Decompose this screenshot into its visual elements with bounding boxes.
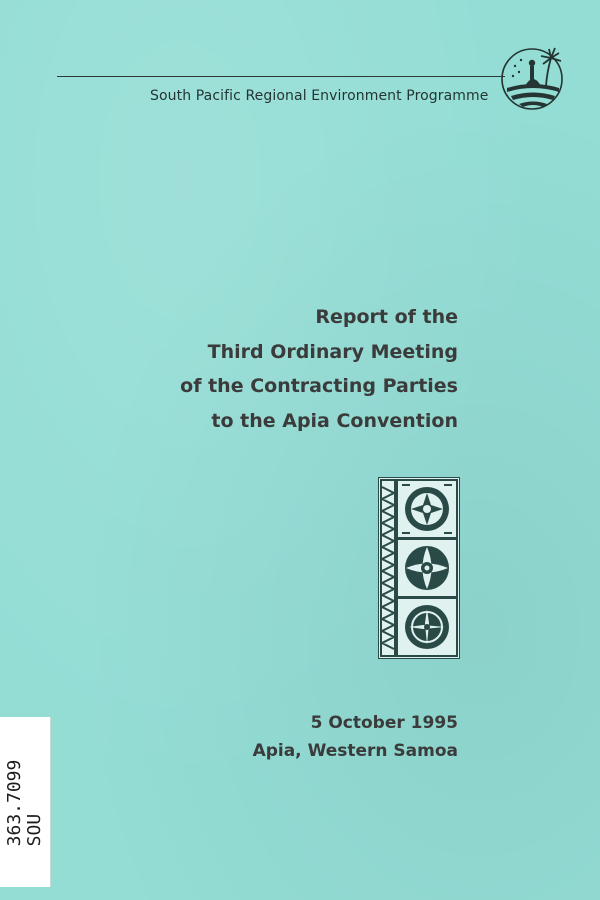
call-number	[5, 760, 45, 847]
organization-name: South Pacific Regional Environment Programme	[150, 88, 489, 104]
meeting-details	[158, 709, 458, 765]
library-call-number-label	[0, 717, 51, 887]
title-line: Report of the	[315, 306, 458, 328]
tapa-motif-icon	[378, 477, 460, 659]
call-number-line: SOU	[24, 813, 45, 847]
call-number-line: 363.7099	[4, 759, 25, 847]
report-title	[98, 300, 458, 438]
meeting-date: 5 October 1995	[310, 713, 458, 733]
sprep-logo-icon	[497, 44, 569, 114]
title-line: Third Ordinary Meeting	[207, 340, 458, 363]
title-line: of the Contracting Parties	[180, 375, 458, 397]
header-rule	[57, 76, 505, 77]
meeting-location: Apia, Western Samoa	[252, 741, 458, 761]
title-line: to the Apia Convention	[211, 409, 458, 432]
